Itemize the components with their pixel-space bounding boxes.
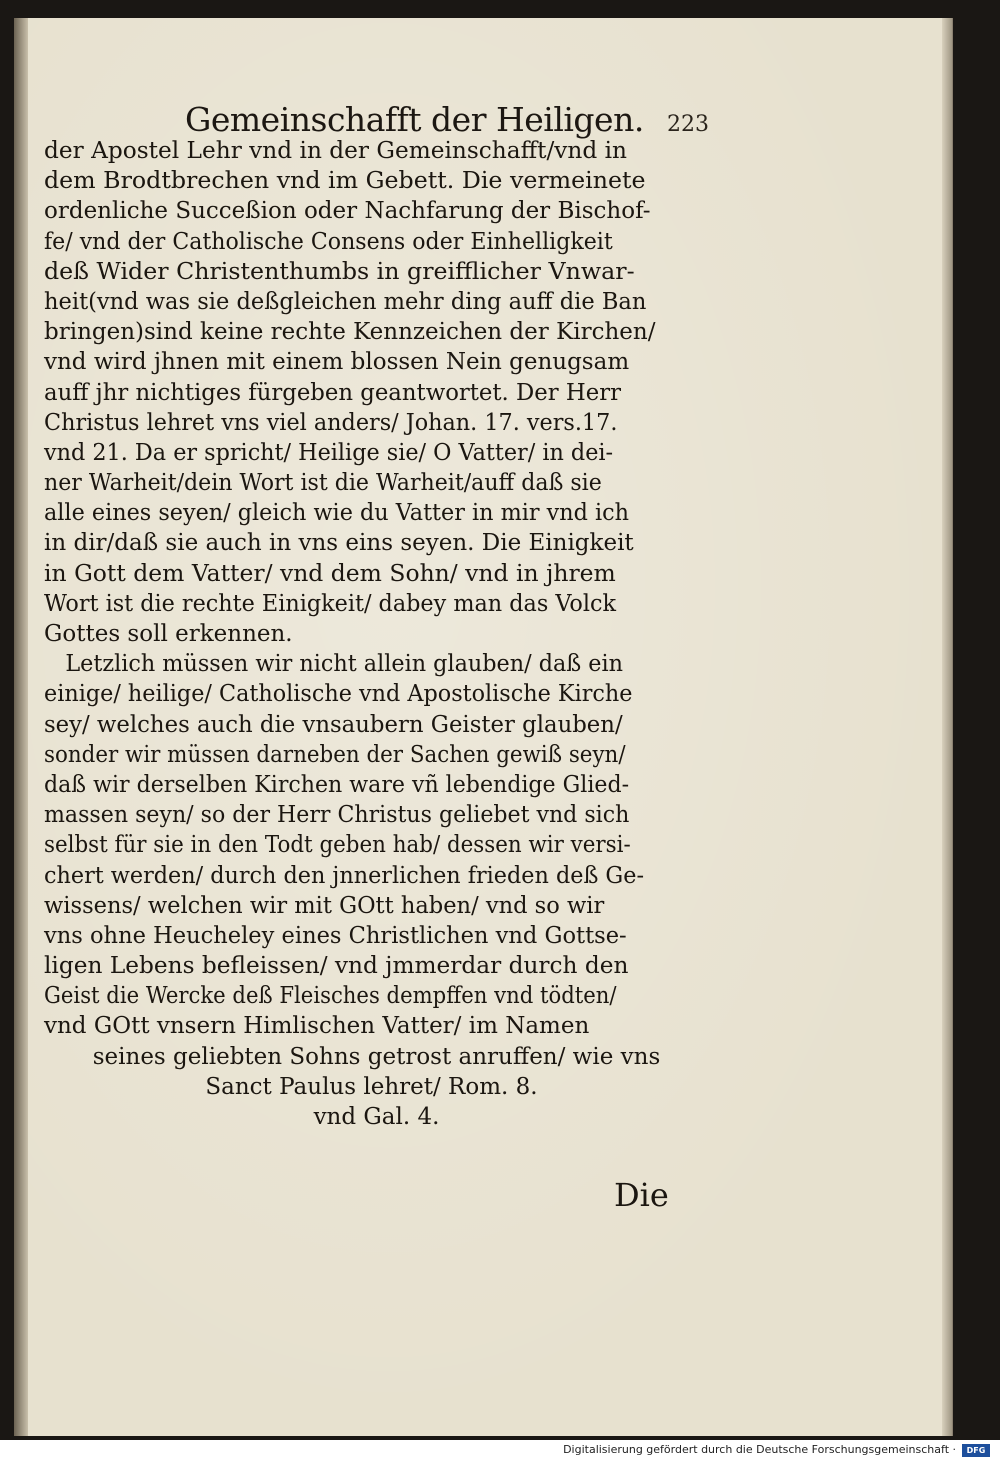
- text-line: sonder wir müssen darneben der Sachen gewiß seyn/: [44, 741, 626, 768]
- text-line: der Apostel Lehr vnd in der Gemeinschafft/vnd in: [44, 138, 628, 164]
- text-line: in Gott dem Vatter/ vnd dem Sohn/ vnd in jhrem: [44, 560, 616, 587]
- text-line: selbst für sie in den Todt geben hab/ dessen wir versi-: [44, 832, 631, 859]
- page-number: 223: [667, 112, 709, 137]
- text-line: vns ohne Heucheley eines Christlichen vnd Gottse-: [44, 922, 627, 949]
- text-line: Geist die Wercke deß Fleisches dempffen vnd tödten/: [44, 983, 617, 1010]
- footer-bar: [0, 1440, 1000, 1461]
- text-line: einige/ heilige/ Catholische vnd Apostolische Kirche: [44, 681, 633, 708]
- text-line: vnd 21. Da er spricht/ Heilige sie/ O Vatter/ in dei-: [44, 439, 614, 466]
- text-line: chert werden/ durch den jnnerlichen frieden deß Ge-: [44, 862, 645, 889]
- text-line: dem Brodtbrechen vnd im Gebett. Die vermeinete: [44, 168, 646, 195]
- text-line: ordenliche Succeßion oder Nachfarung der Bischof-: [44, 198, 651, 225]
- text-line: in dir/daß sie auch in vns eins seyen. Die Einigkeit: [44, 530, 634, 557]
- text-line: sey/ welches auch die vnsaubern Geister glauben/: [44, 711, 623, 738]
- running-head: Gemeinschafft der Heiligen.: [185, 100, 644, 139]
- text-line: ner Warheit/dein Wort ist die Warheit/auff daß sie: [44, 470, 602, 497]
- page-gutter-shadow: [14, 18, 28, 1436]
- text-line: Wort ist die rechte Einigkeit/ dabey man das Volck: [44, 590, 617, 617]
- text-line: daß wir derselben Kirchen ware vñ lebendige Glied-: [44, 771, 630, 798]
- text-line: Gottes soll erkennen.: [44, 621, 293, 647]
- text-line: auff jhr nichtiges fürgeben geantwortet. Der Herr: [44, 379, 621, 406]
- text-line: Christus lehret vns viel anders/ Johan. 17. vers.17.: [44, 409, 618, 436]
- text-line: alle eines seyen/ gleich wie du Vatter in mir vnd ich: [44, 500, 629, 527]
- text-line: seines geliebten Sohns getrost anruffen/ wie vns: [92, 1043, 661, 1070]
- text-line: ligen Lebens befleissen/ vnd jmmerdar durch den: [44, 953, 629, 980]
- text-line: heit(vnd was sie deßgleichen mehr ding auff die Ban: [44, 288, 647, 315]
- body-text: [44, 136, 719, 1132]
- text-line: fe/ vnd der Catholische Consens oder Einhelligkeit: [44, 228, 613, 255]
- page-edge: [942, 18, 952, 1436]
- text-line: vnd GOtt vnsern Himlischen Vatter/ im Namen: [44, 1013, 590, 1040]
- funding-credit: Digitalisierung gefördert durch die Deutsche Forschungsgemeinschaft ·: [563, 1443, 956, 1456]
- text-line: wissens/ welchen wir mit GOtt haben/ vnd so wir: [44, 892, 605, 919]
- dfg-logo: DFG: [962, 1444, 990, 1457]
- text-line: vnd wird jhnen mit einem blossen Nein genugsam: [44, 349, 630, 376]
- text-line: Sanct Paulus lehret/ Rom. 8.: [205, 1073, 538, 1100]
- text-line: massen seyn/ so der Herr Christus geliebet vnd sich: [44, 802, 630, 829]
- text-line: deß Wider Christenthumbs in greifflicher Vnwar-: [44, 258, 635, 285]
- catchword: Die: [614, 1176, 669, 1214]
- text-line: Letzlich müssen wir nicht allein glauben/ daß ein: [65, 651, 624, 678]
- text-line: bringen)sind keine rechte Kennzeichen der Kirchen/: [44, 319, 656, 346]
- text-line: vnd Gal. 4.: [313, 1104, 440, 1130]
